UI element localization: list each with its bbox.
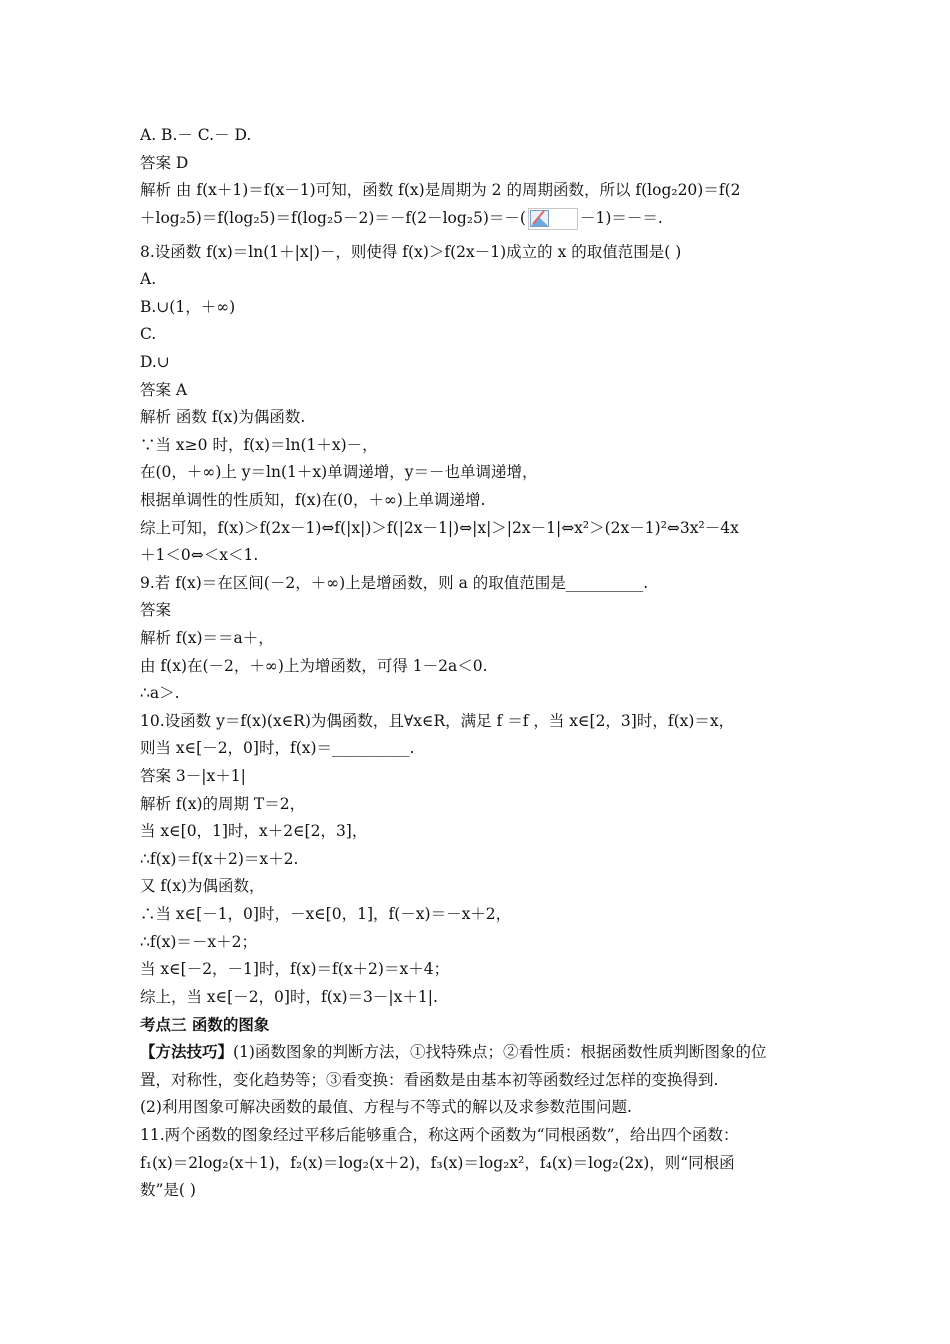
line-text: ∴f(x)＝－x＋2； bbox=[140, 933, 258, 951]
text-line-l11 bbox=[140, 406, 812, 428]
text-line-l07 bbox=[140, 296, 812, 318]
text-line-l22 bbox=[140, 710, 812, 732]
text-line-l23 bbox=[140, 737, 812, 759]
line-text: 答案 A bbox=[140, 381, 188, 399]
text-line-l28 bbox=[140, 875, 812, 897]
text-line-l10 bbox=[140, 379, 812, 401]
method-tip-label: 【方法技巧】 bbox=[140, 1043, 234, 1061]
line-text: f₁(x)＝2log₂(x＋1)，f₂(x)＝log₂(x＋2)，f₃(x)＝log₂x²，f₄(x)＝log₂(2x)，则“同根函 bbox=[140, 1154, 735, 1172]
line-text: 8.设函数 f(x)＝ln(1＋|x|)－，则使得 f(x)＞f(2x－1)成立的 x 的取值范围是( ) bbox=[140, 243, 682, 261]
text-line-l06 bbox=[140, 268, 812, 290]
text-line-l34 bbox=[140, 1041, 812, 1063]
text-line-l29 bbox=[140, 903, 812, 925]
text-line-l19 bbox=[140, 627, 812, 649]
line-text: 由 f(x)在(－2，＋∞)上为增函数，可得 1－2a＜0. bbox=[140, 657, 488, 675]
text-line-l20 bbox=[140, 655, 812, 677]
line-text: ∵当 x≥0 时，f(x)＝ln(1＋x)－， bbox=[140, 436, 378, 454]
line-text: B.∪(1，＋∞) bbox=[140, 298, 236, 316]
text-line-04 bbox=[140, 207, 812, 230]
text-line-l18 bbox=[140, 599, 812, 621]
text-line-l08 bbox=[140, 323, 812, 345]
text-line-l16 bbox=[140, 544, 812, 566]
line-text: 考点三 函数的图象 bbox=[140, 1016, 270, 1034]
text-line-l33 bbox=[140, 1014, 812, 1036]
line-text: ∴f(x)＝f(x＋2)＝x＋2. bbox=[140, 850, 299, 868]
text-line-l21 bbox=[140, 682, 812, 704]
line-text: 综上，当 x∈[－2，0]时，f(x)＝3－|x＋1|. bbox=[140, 988, 438, 1006]
text-line-l26 bbox=[140, 820, 812, 842]
text-line-l01 bbox=[140, 124, 812, 146]
line-04-after: －1)＝－＝. bbox=[579, 209, 663, 227]
line-text: 当 x∈[0，1]时，x＋2∈[2，3]， bbox=[140, 822, 368, 840]
line-text: 解析 函数 f(x)为偶函数. bbox=[140, 408, 306, 426]
line-text: 当 x∈[－2，－1]时，f(x)＝f(x＋2)＝x＋4； bbox=[140, 960, 450, 978]
line-text: 9.若 f(x)＝在区间(－2，＋∞)上是增函数，则 a 的取值范围是__________. bbox=[140, 574, 649, 592]
text-line-l30 bbox=[140, 931, 812, 953]
broken-image-icon bbox=[528, 208, 578, 230]
line-text: 综上可知，f(x)＞f(2x－1)⇔f(|x|)＞f(|2x－1|)⇔|x|＞|2x－1|⇔x²＞(2x－1)²⇔3x²－4x bbox=[140, 519, 739, 537]
text-line-l17 bbox=[140, 572, 812, 594]
line-text: 根据单调性的性质知，f(x)在(0，＋∞)上单调递增. bbox=[140, 491, 486, 509]
line-text: 在(0，＋∞)上 y＝ln(1＋x)单调递增，y＝－也单调递增， bbox=[140, 463, 538, 481]
text-line-l31 bbox=[140, 958, 812, 980]
text-line-l12 bbox=[140, 434, 812, 456]
text-line-l36 bbox=[140, 1096, 812, 1118]
line-text: 解析 f(x)＝＝a＋， bbox=[140, 629, 274, 647]
text-line-l38 bbox=[140, 1152, 812, 1174]
line-text: 解析 由 f(x＋1)＝f(x－1)可知，函数 f(x)是周期为 2 的周期函数，所以 f(log₂20)＝f(2 bbox=[140, 181, 741, 199]
text-line-l13 bbox=[140, 461, 812, 483]
line-text: (1)函数图象的判断方法，①找特殊点；②看性质：根据函数性质判断图象的位 bbox=[233, 1043, 767, 1061]
line-text: ∴当 x∈[－1，0]时，－x∈[0，1]，f(－x)＝－x＋2， bbox=[140, 905, 512, 923]
line-text: 数”是( ) bbox=[140, 1181, 196, 1199]
line-text: 答案 3－|x＋1| bbox=[140, 767, 246, 785]
text-line-l03 bbox=[140, 179, 812, 201]
line-text: A. B.－ C.－ D. bbox=[140, 126, 252, 144]
text-line-l05 bbox=[140, 241, 812, 263]
text-line-l32 bbox=[140, 986, 812, 1008]
text-line-l39 bbox=[140, 1179, 812, 1201]
text-line-l14 bbox=[140, 489, 812, 511]
line-text: (2)利用图象可解决函数的最值、方程与不等式的解以及求参数范围问题. bbox=[140, 1098, 632, 1116]
text-line-l24 bbox=[140, 765, 812, 787]
line-text: ＋1＜0⇔＜x＜1. bbox=[140, 546, 259, 564]
line-text: 11.两个函数的图象经过平移后能够重合，称这两个函数为“同根函数”，给出四个函数： bbox=[140, 1126, 739, 1144]
text-line-l09 bbox=[140, 351, 812, 373]
line-text: 答案 bbox=[140, 601, 172, 619]
line-text: 则当 x∈[－2，0]时，f(x)＝__________. bbox=[140, 739, 415, 757]
line-text: 又 f(x)为偶函数， bbox=[140, 877, 265, 895]
text-line-l02 bbox=[140, 152, 812, 174]
line-text: A. bbox=[140, 270, 157, 288]
text-line-l37 bbox=[140, 1124, 812, 1146]
text-line-l25 bbox=[140, 793, 812, 815]
line-text: ∴a＞. bbox=[140, 684, 180, 702]
line-text: C. bbox=[140, 325, 157, 343]
text-line-l35 bbox=[140, 1069, 812, 1091]
text-line-l15 bbox=[140, 517, 812, 539]
line-text: 答案 D bbox=[140, 154, 189, 172]
line-text: D.∪ bbox=[140, 353, 170, 371]
line-text: 解析 f(x)的周期 T＝2， bbox=[140, 795, 306, 813]
line-text: 置，对称性，变化趋势等；③看变换：看函数是由基本初等函数经过怎样的变换得到. bbox=[140, 1071, 719, 1089]
line-04-before: ＋log₂5)＝f(log₂5)＝f(log₂5－2)＝－f(2－log₂5)＝－( bbox=[140, 209, 526, 227]
text-line-l27 bbox=[140, 848, 812, 870]
line-text: 10.设函数 y＝f(x)(x∈R)为偶函数，且∀x∈R，满足 f ＝f ，当 x∈[2，3]时，f(x)＝x， bbox=[140, 712, 735, 730]
